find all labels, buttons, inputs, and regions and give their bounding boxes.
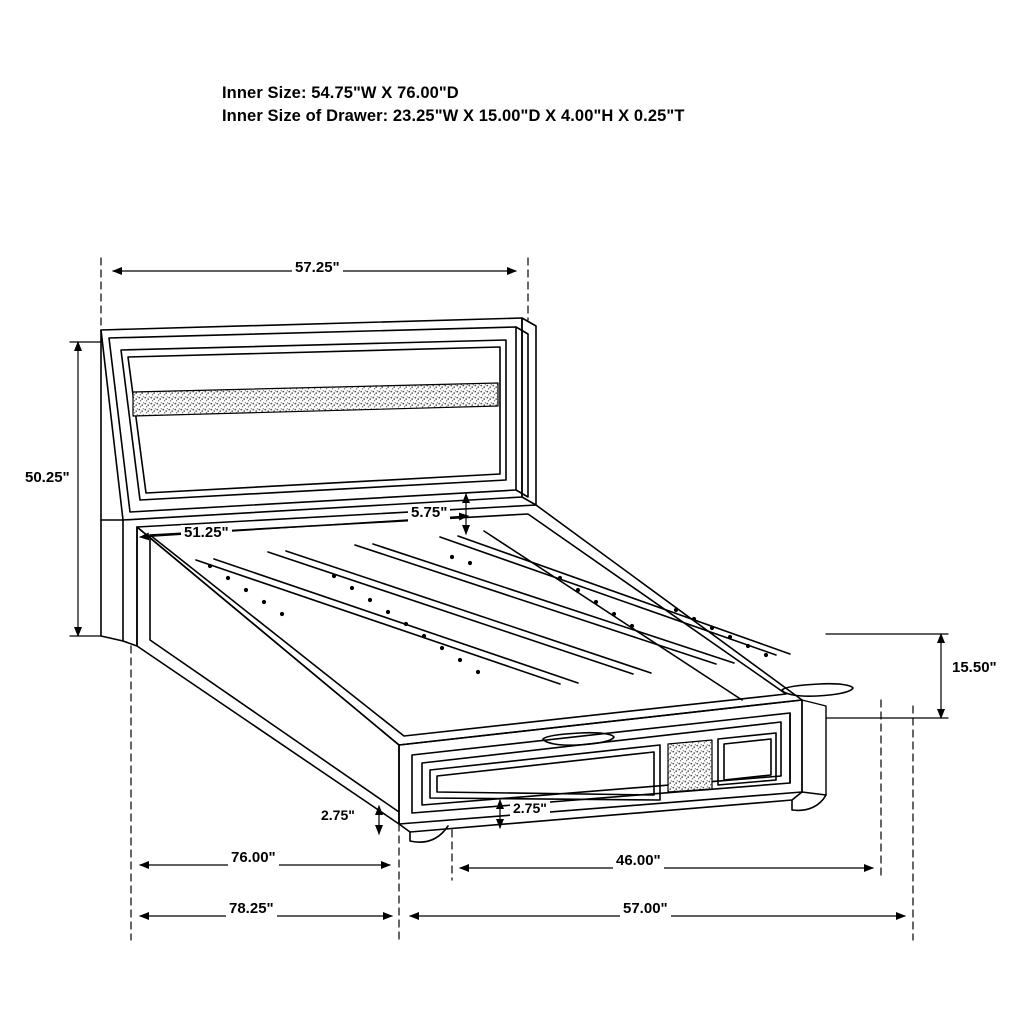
dim-overall-length: 78.25" bbox=[226, 901, 277, 918]
note-inner-size: Inner Size: 54.75"W X 76.00"D bbox=[222, 84, 459, 102]
dim-drawer-span: 46.00" bbox=[613, 853, 664, 870]
dim-side-rail-length: 76.00" bbox=[228, 850, 279, 867]
note-inner-size-drawer: Inner Size of Drawer: 23.25"W X 15.00"D X 4.00"H X 0.25"T bbox=[222, 107, 685, 126]
dim-foot-clearance-left: 2.75" bbox=[318, 808, 358, 823]
dim-rail-height: 5.75" bbox=[408, 505, 450, 522]
dim-foot-clearance-right: 2.75" bbox=[510, 801, 550, 816]
dim-overall-height: 50.25" bbox=[22, 470, 73, 487]
dim-overall-width: 57.00" bbox=[620, 901, 671, 918]
dim-headboard-inner-width: 51.25" bbox=[181, 525, 232, 542]
dim-headboard-width: 57.25" bbox=[292, 260, 343, 277]
dim-footboard-height: 15.50" bbox=[949, 660, 1000, 677]
